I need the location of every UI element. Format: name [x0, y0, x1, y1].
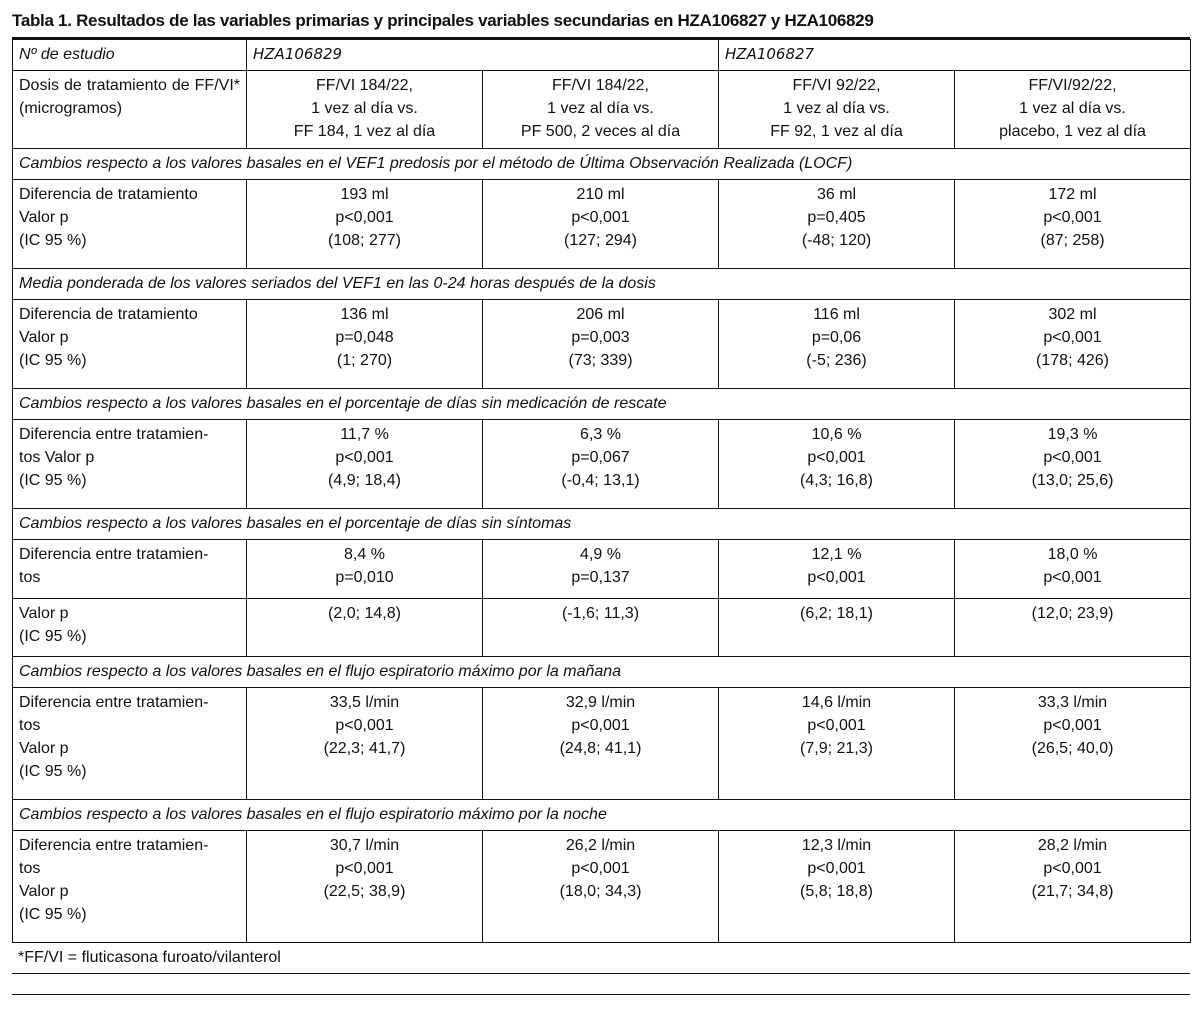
data-cell [719, 599, 955, 657]
cell-line: 1 vez al día vs. [311, 100, 418, 117]
cell-line: p<0,001 [807, 569, 866, 586]
data-cell [955, 300, 1191, 389]
table-row [13, 420, 1191, 509]
cell-line: (4,9; 18,4) [328, 472, 401, 489]
table-row [13, 599, 1191, 657]
data-cell [483, 300, 719, 389]
dose-cell [483, 71, 719, 149]
cell-line: 8,4 % [344, 546, 385, 563]
data-cell [247, 300, 483, 389]
cell-line: 136 ml [340, 306, 389, 323]
cell-line: (18,0; 34,3) [559, 883, 642, 900]
cell-line: Diferencia de tratamiento [19, 306, 198, 323]
cell-line: Diferencia entre tratamien- [19, 837, 209, 854]
cell-line: 28,2 l/min [1037, 837, 1108, 854]
cell-line: Diferencia entre tratamien- [19, 546, 209, 563]
cell-line: (IC 95 %) [19, 352, 87, 369]
cell-line: (7,9; 21,3) [800, 740, 873, 757]
data-cell [483, 540, 719, 599]
cell-line: 1 vez al día vs. [547, 100, 654, 117]
data-cell [719, 688, 955, 800]
cell-line: FF/VI 92/22, [792, 77, 881, 94]
cell-line: Valor p [19, 883, 69, 900]
cell-line: Diferencia entre tratamien- [19, 426, 209, 443]
row-label [13, 180, 247, 269]
cell-line: (127; 294) [564, 232, 637, 249]
data-cell [247, 420, 483, 509]
cell-line: 6,3 % [580, 426, 621, 443]
data-cell [483, 180, 719, 269]
cell-line: p<0,001 [1043, 209, 1102, 226]
cell-line: p<0,001 [335, 449, 394, 466]
cell-line: p<0,001 [1043, 860, 1102, 877]
data-cell [719, 831, 955, 943]
row-label [13, 420, 247, 509]
dose-cell [719, 71, 955, 149]
cell-line: (IC 95 %) [19, 232, 87, 249]
cell-line: p=0,048 [335, 329, 394, 346]
cell-line: 33,5 l/min [329, 694, 400, 711]
cell-line: 116 ml [813, 306, 860, 323]
cell-line: 14,6 l/min [801, 694, 872, 711]
footnote: *FF/VI = fluticasona furoato/vilanterol [12, 943, 1190, 974]
dose-cell [247, 71, 483, 149]
data-cell [719, 300, 955, 389]
section-title: Media ponderada de los valores seriados del VEF1 en las 0-24 horas después de la dosis [13, 269, 1191, 300]
cell-line: 30,7 l/min [329, 837, 400, 854]
cell-line: (-5; 236) [806, 352, 867, 369]
dose-label: Dosis de tratamiento de FF/VI*(microgramos) [13, 71, 247, 149]
cell-line: (21,7; 34,8) [1031, 883, 1114, 900]
cell-line: p<0,001 [335, 860, 394, 877]
table-row [13, 831, 1191, 943]
cell-line: p<0,001 [1043, 717, 1102, 734]
cell-line: tos [19, 569, 41, 586]
cell-line: 172 ml [1048, 186, 1097, 203]
cell-line: p<0,001 [335, 209, 394, 226]
cell-line: tos Valor p [19, 449, 95, 466]
cell-line: 18,0 % [1047, 546, 1098, 563]
cell-line: p=0,010 [335, 569, 394, 586]
cell-line: p<0,001 [807, 449, 866, 466]
data-cell [247, 599, 483, 657]
cell-line: Diferencia entre tratamien- [19, 694, 209, 711]
data-cell [955, 180, 1191, 269]
data-cell [483, 831, 719, 943]
cell-line: p=0,06 [811, 329, 862, 346]
cell-line: 19,3 % [1047, 426, 1098, 443]
row-label [13, 599, 247, 657]
cell-line: p<0,001 [1043, 329, 1102, 346]
section-header-row [13, 149, 1191, 180]
row-label [13, 540, 247, 599]
cell-line: 36 ml [816, 186, 857, 203]
data-cell [719, 180, 955, 269]
cell-line: 26,2 l/min [565, 837, 636, 854]
cell-line: (-48; 120) [801, 232, 872, 249]
row-label [13, 831, 247, 943]
data-cell [247, 688, 483, 800]
section-title: Cambios respecto a los valores basales en el porcentaje de días sin medicación de rescate [13, 389, 1191, 420]
study-b-header: HZA106827 [719, 40, 1191, 71]
cell-line: placebo, 1 vez al día [999, 123, 1146, 140]
table-row [13, 300, 1191, 389]
data-cell [483, 420, 719, 509]
cell-line: (5,8; 18,8) [800, 883, 873, 900]
bottom-rule [12, 974, 1190, 995]
cell-line: 32,9 l/min [565, 694, 636, 711]
section-title: Cambios respecto a los valores basales en el porcentaje de días sin síntomas [13, 509, 1191, 540]
cell-line: p<0,001 [807, 717, 866, 734]
cell-line: 10,6 % [811, 426, 862, 443]
cell-line: p=0,067 [571, 449, 630, 466]
cell-line: (108; 277) [328, 232, 401, 249]
data-cell [955, 599, 1191, 657]
cell-line: (2,0; 14,8) [328, 605, 401, 622]
section-title: Cambios respecto a los valores basales en el flujo espiratorio máximo por la mañana [13, 657, 1191, 688]
cell-line: p<0,001 [1043, 449, 1102, 466]
cell-line: p<0,001 [335, 717, 394, 734]
data-cell [955, 688, 1191, 800]
cell-line: 4,9 % [580, 546, 621, 563]
cell-line: (4,3; 16,8) [800, 472, 873, 489]
data-cell [955, 540, 1191, 599]
section-header-row [13, 269, 1191, 300]
cell-line: (-0,4; 13,1) [561, 472, 640, 489]
row-label [13, 300, 247, 389]
cell-line: 33,3 l/min [1037, 694, 1108, 711]
study-a-header: HZA106829 [247, 40, 719, 71]
study-label: Nº de estudio [13, 40, 247, 71]
cell-line: p<0,001 [571, 209, 630, 226]
cell-line: p=0,405 [807, 209, 866, 226]
cell-line: 11,7 % [340, 426, 389, 443]
data-cell [247, 540, 483, 599]
cell-line: 193 ml [340, 186, 389, 203]
cell-line: p=0,003 [571, 329, 630, 346]
data-cell [247, 180, 483, 269]
cell-line: (IC 95 %) [19, 763, 87, 780]
cell-line: (24,8; 41,1) [559, 740, 642, 757]
section-header-row [13, 657, 1191, 688]
cell-line: tos [19, 860, 41, 877]
cell-line: 206 ml [576, 306, 625, 323]
cell-line: (87; 258) [1040, 232, 1105, 249]
cell-line: 210 ml [576, 186, 625, 203]
cell-line: p=0,137 [571, 569, 630, 586]
section-header-row [13, 509, 1191, 540]
cell-line: (IC 95 %) [19, 906, 87, 923]
cell-line: Valor p [19, 209, 69, 226]
cell-line: Diferencia de tratamiento [19, 186, 198, 203]
cell-line: 12,3 l/min [801, 837, 872, 854]
table-caption: Tabla 1. Resultados de las variables primarias y principales variables secundarias en HZA106827 y HZA106829 [12, 10, 1190, 39]
cell-line: tos [19, 717, 41, 734]
cell-line: p<0,001 [1043, 569, 1102, 586]
cell-line: (-1,6; 11,3) [561, 605, 640, 622]
study-row [13, 40, 1191, 71]
cell-line: FF 184, 1 vez al día [293, 123, 436, 140]
cell-line: 1 vez al día vs. [783, 100, 890, 117]
row-label [13, 688, 247, 800]
cell-line: FF 92, 1 vez al día [770, 123, 903, 140]
document [12, 10, 1190, 995]
cell-line: (12,0; 23,9) [1031, 605, 1114, 622]
cell-line: 12,1 % [811, 546, 862, 563]
data-cell [247, 831, 483, 943]
cell-line: Valor p [19, 605, 69, 622]
cell-line: FF/VI/92/22, [1028, 77, 1117, 94]
cell-line: (6,2; 18,1) [800, 605, 873, 622]
data-cell [719, 420, 955, 509]
data-cell [955, 831, 1191, 943]
cell-line: (22,5; 38,9) [323, 883, 406, 900]
cell-line: (26,5; 40,0) [1031, 740, 1114, 757]
cell-line: (73; 339) [568, 352, 633, 369]
cell-line: (IC 95 %) [19, 628, 87, 645]
data-cell [719, 540, 955, 599]
cell-line: 1 vez al día vs. [1019, 100, 1126, 117]
data-cell [483, 688, 719, 800]
cell-line: Valor p [19, 740, 69, 757]
cell-line: 302 ml [1048, 306, 1097, 323]
cell-line: (22,3; 41,7) [323, 740, 406, 757]
cell-line: (178; 426) [1036, 352, 1109, 369]
dose-row [13, 71, 1191, 149]
table-row [13, 540, 1191, 599]
section-title: Cambios respecto a los valores basales en el flujo espiratorio máximo por la noche [13, 800, 1191, 831]
cell-line: Valor p [19, 329, 69, 346]
cell-line: FF/VI 184/22, [316, 77, 413, 94]
table-row [13, 688, 1191, 800]
cell-line: p<0,001 [571, 860, 630, 877]
cell-line: (13,0; 25,6) [1031, 472, 1114, 489]
cell-line: p<0,001 [807, 860, 866, 877]
cell-line: (IC 95 %) [19, 472, 87, 489]
section-header-row [13, 389, 1191, 420]
table-row [13, 180, 1191, 269]
section-header-row [13, 800, 1191, 831]
results-table [12, 39, 1191, 943]
section-title: Cambios respecto a los valores basales en el VEF1 predosis por el método de Última Observación Realizada (LOCF) [13, 149, 1191, 180]
dose-cell [955, 71, 1191, 149]
data-cell [483, 599, 719, 657]
cell-line: FF/VI 184/22, [552, 77, 649, 94]
cell-line: p<0,001 [571, 717, 630, 734]
data-cell [955, 420, 1191, 509]
cell-line: PF 500, 2 veces al día [520, 123, 681, 140]
cell-line: (1; 270) [336, 352, 393, 369]
